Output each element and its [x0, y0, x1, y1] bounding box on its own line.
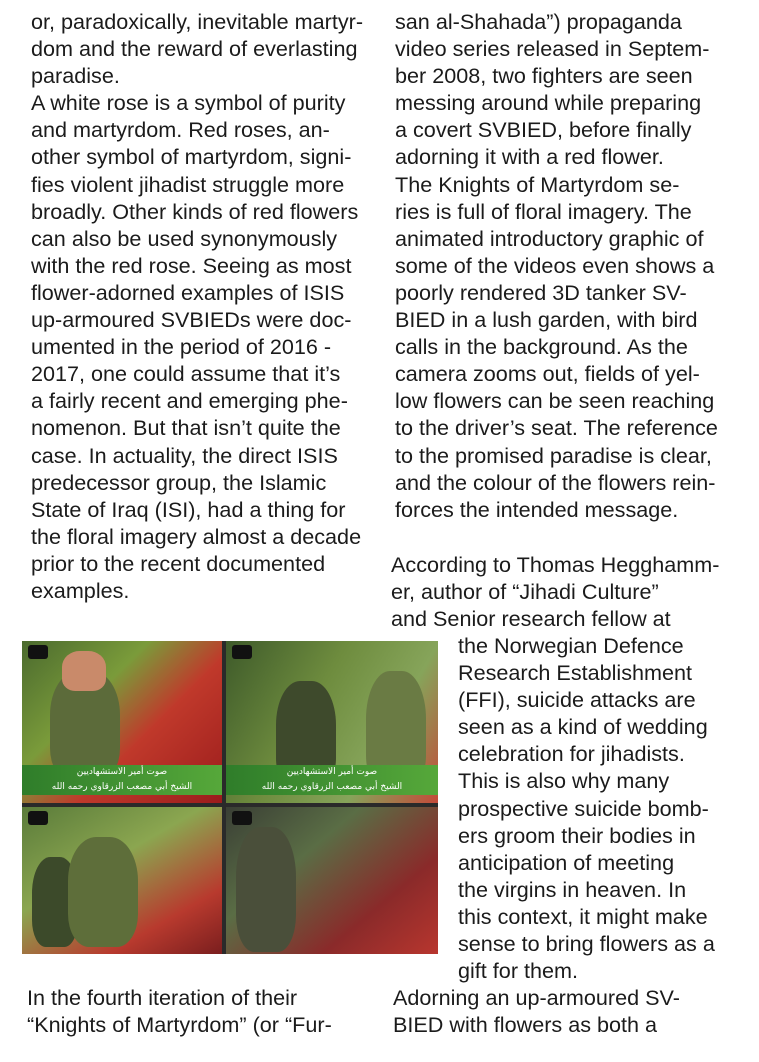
text-line: broadly. Other kinds of red flowers [31, 198, 359, 224]
video-still-1 [22, 641, 222, 803]
text-line: examples. [31, 577, 130, 603]
text-line: or, paradoxically, inevitable martyr- [31, 9, 364, 34]
text-line: prospective suicide bomb- [458, 795, 709, 821]
fighter-figure [236, 827, 296, 952]
video-still-4 [226, 807, 438, 954]
channel-logo-icon [28, 645, 48, 659]
text-line: nomenon. But that isn’t quite the [31, 415, 341, 441]
text-line: calls in the background. As the [395, 334, 688, 360]
text-line: Research Establishment [458, 660, 693, 686]
bottom-left-text [27, 984, 387, 1038]
text-line: ber 2008, two fighters are seen [395, 63, 693, 89]
text-line: The Knights of Martyrdom se- [395, 171, 680, 197]
text-line: This is also why many [458, 768, 670, 794]
bottom-right-text [393, 984, 753, 1038]
text-line: san al-Shahada”) propaganda [395, 9, 682, 34]
text-line: animated introductory graphic of [395, 225, 704, 251]
fighter-figure [68, 837, 138, 947]
text-line: and martyrdom. Red roses, an- [31, 117, 330, 143]
text-line: According to Thomas Hegghamm- [391, 552, 720, 577]
text-line: flower-adorned examples of ISIS [31, 279, 345, 305]
text-line: and Senior research fellow at [391, 606, 671, 632]
channel-logo-icon [232, 811, 252, 825]
text-line: some of the videos even shows a [395, 252, 715, 278]
text-line: ers groom their bodies in [458, 822, 696, 848]
text-line: other symbol of martyrdom, signi- [31, 144, 352, 170]
text-line: a covert SVBIED, before finally [395, 117, 692, 143]
video-still-2 [226, 641, 438, 803]
text-line: BIED with flowers as both a [393, 1012, 658, 1038]
text-line: In the fourth iteration of their [27, 985, 298, 1010]
text-line: Adorning an up-armoured SV- [393, 985, 680, 1010]
text-line: anticipation of meeting [458, 849, 675, 875]
text-line: this context, it might make [458, 903, 708, 929]
text-line: case. In actuality, the direct ISIS [31, 442, 338, 468]
right-column-paragraph-2 [391, 551, 741, 632]
text-line: er, author of “Jihadi Culture” [391, 579, 659, 605]
text-line: can also be used synonymously [31, 225, 338, 251]
text-line: ries is full of floral imagery. The [395, 198, 692, 224]
video-banner: صوت أمير الاستشهاديين الشيخ أبي مصعب الزرقاوي رحمه الله [226, 765, 438, 795]
wrapped-text-block [458, 632, 748, 984]
video-still-3 [22, 807, 222, 954]
text-line: fies violent jihadist struggle more [31, 171, 345, 197]
text-line: prior to the recent documented [31, 550, 326, 576]
text-line: sense to bring flowers as a [458, 931, 715, 957]
text-line: adorning it with a red flower. [395, 144, 664, 170]
right-column-text [395, 8, 745, 523]
text-line: dom and the reward of everlasting [31, 36, 358, 62]
video-banner: صوت أمير الاستشهاديين الشيخ أبي مصعب الزرقاوي رحمه الله [22, 765, 222, 795]
text-line: 2017, one could assume that it’s [31, 361, 341, 387]
text-line: paradise. [31, 63, 120, 89]
text-line: poorly rendered 3D tanker SV- [395, 279, 687, 305]
text-line: predecessor group, the Islamic [31, 469, 327, 495]
text-line: (FFI), suicide attacks are [458, 687, 696, 713]
text-line: celebration for jihadists. [458, 741, 685, 767]
left-column-text [31, 8, 386, 604]
text-line: a fairly recent and emerging phe- [31, 388, 348, 414]
video-stills-grid [22, 641, 438, 954]
text-line: and the colour of the flowers rein- [395, 469, 716, 495]
text-line: State of Iraq (ISI), had a thing for [31, 496, 346, 522]
text-line: the floral imagery almost a decade [31, 523, 362, 549]
fighter-head [62, 651, 106, 691]
text-line: “Knights of Martyrdom” (or “Fur- [27, 1012, 332, 1038]
text-line: forces the intended message. [395, 496, 679, 522]
text-line: to the promised paradise is clear, [395, 442, 712, 468]
text-line: the Norwegian Defence [458, 633, 684, 658]
text-line: camera zooms out, fields of yel- [395, 361, 700, 387]
text-line: seen as a kind of wedding [458, 714, 708, 740]
text-line: gift for them. [458, 958, 579, 984]
channel-logo-icon [28, 811, 48, 825]
text-line: up-armoured SVBIEDs were doc- [31, 307, 352, 333]
text-line: low flowers can be seen reaching [395, 388, 715, 414]
text-line: BIED in a lush garden, with bird [395, 307, 698, 333]
text-line: video series released in Septem- [395, 36, 710, 62]
text-line: messing around while preparing [395, 90, 702, 116]
text-line: the virgins in heaven. In [458, 876, 687, 902]
text-line: A white rose is a symbol of purity [31, 90, 346, 116]
text-line: with the red rose. Seeing as most [31, 252, 352, 278]
text-line: to the driver’s seat. The reference [395, 415, 718, 441]
text-line: umented in the period of 2016 - [31, 334, 332, 360]
channel-logo-icon [232, 645, 252, 659]
